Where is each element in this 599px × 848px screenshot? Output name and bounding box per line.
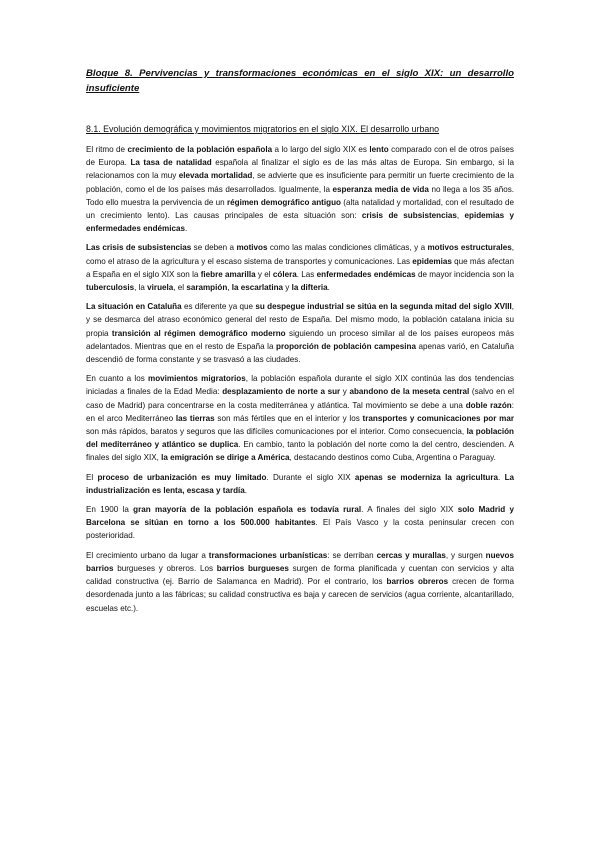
text-run: , el [173,283,187,293]
text-run: surgen de forma planificada y cuentan con servicios y alta calidad constructiva (ej. Barrio de Salamanca en Madrid). Por el contrario, los [86,563,514,587]
bold-text: epidemias y enfermedades endémicas [86,211,514,234]
text-run: que más afectan a España en el siglo XIX son la [86,256,514,279]
bold-text: desplazamiento de norte a sur [222,387,341,397]
text-run: , la [134,283,148,293]
text-run: . En cambio, tanto la población del norte como la del centro, descienden. A finales del siglo XIX, [86,440,514,463]
bold-text: cercas y murallas [376,550,446,560]
text-run: , destacando destinos como Cuba, Argentina o Paraguay. [289,453,496,463]
text-run: . [498,472,505,482]
text-run: , y se desmarca del atraso económico general del resto de España. Del mismo modo, la población catalana inicia su propia [86,302,515,338]
text-run: . [184,224,188,234]
text-run: : en el arco Mediterráneo [86,400,514,423]
bold-text: tuberculosis [86,283,135,293]
text-run: , [227,283,232,293]
bold-text: la emigración se dirige a América [161,453,290,463]
text-run: apenas varió, en Cataluña descendió de forma constante y se trasvasó a las ciudades. [86,341,514,365]
bold-text: solo Madrid y Barcelona se sitúan en torno a los 500.000 habitantes [86,505,515,528]
document-title: Bloque 8. Pervivencias y transformaciones económicas en el siglo XIX: un desarrollo insuficiente [86,68,514,94]
text-run: : se derriban [327,550,377,560]
bold-text: motivos estructurales [427,243,512,253]
paragraph [86,549,514,615]
bold-text: transportes y comunicaciones por mar [362,413,514,423]
bold-text: barrios obreros [386,577,449,587]
body-text [86,143,514,615]
text-run: como las malas condiciones climáticas, y a [267,243,428,253]
text-run: , [456,211,465,221]
text-run: . [327,283,330,293]
bold-text: crecimiento de la población española [127,145,273,154]
text-run: El [86,472,98,482]
text-run: . Las [296,269,317,279]
paragraph [86,300,514,366]
text-run: En cuanto a los [86,374,149,384]
bold-text: fiebre amarilla [200,269,256,279]
text-run: , la población española durante el siglo XIX continúa las dos tendencias iniciadas a finales de la Edad Media: [86,374,514,397]
text-run: son más rápidos, baratos y seguros que las difíciles comunicaciones por el interior. Como consecuencia, [86,427,467,437]
bold-text: movimientos migratorios [148,374,246,384]
bold-text: la difteria [291,283,328,293]
bold-text: Las crisis de subsistencias [86,243,192,253]
paragraph [86,143,514,235]
bold-text: sarampión [186,283,228,293]
text-run: El ritmo de [86,145,128,154]
text-run: española al finalizar el siglo es de las más altas de Europa. Sin embargo, si la relacionamos con la muy [86,158,514,181]
bold-text: epidemias [412,256,452,266]
text-run: no llega a los 35 años. Todo ello muestra la pervivencia de un [86,184,515,207]
text-run: siguiendo un proceso similar al de los países europeos más adelantados. Mientras que en el resto de España la [86,328,514,351]
text-run: En 1900 la [86,505,134,515]
bold-text: viruela [147,283,174,293]
bold-text: cólera [272,269,297,279]
paragraph [86,471,514,497]
text-run: de mayor incidencia son la [415,269,514,279]
paragraph [86,241,514,294]
bold-text: esperanza media de vida [332,184,429,194]
bold-text: transición al régimen demográfico moderno [111,328,286,338]
text-run: se deben a [191,243,237,253]
bold-text: proporción de población campesina [276,341,416,351]
text-run: comparado con el de otros países de Europa. [86,145,514,168]
text-run: burgueses y obreros. Los [113,563,217,573]
bold-text: la escarlatina [231,283,284,293]
text-run: son más fértiles que en el interior y los [214,413,363,423]
paragraph [86,372,514,464]
text-run: a lo largo del siglo XIX es [272,145,370,154]
text-run: . [244,485,248,495]
text-run: , como el atraso de la agricultura y el escaso sistema de transportes y comunicaciones. Las [86,243,514,266]
text-run: crecen de forma desordenada junto a las fábricas; su calidad constructiva es baja y carecen de servicios (agua corriente, alcantarillado, escuelas etc.). [86,577,515,613]
bold-text: proceso de urbanización es muy limitado [97,472,267,482]
paragraph [86,503,514,543]
bold-text: doble razón [465,400,512,410]
bold-text: barrios burgueses [216,563,289,573]
bold-text: motivos [236,243,268,253]
bold-text: crisis de subsistencias [361,211,457,221]
text-run: y [283,283,292,293]
bold-text: nuevos barrios [86,550,514,573]
bold-text: lento [369,145,389,154]
section-heading: 8.1. Evolución demográfica y movimientos migratorios en el siglo XIX. El desarrollo urbano [86,124,440,134]
bold-text: transformaciones urbanísticas [208,550,328,560]
bold-text: apenas se moderniza la agricultura [354,472,499,482]
text-run: y el [255,269,273,279]
text-run: , y surgen [445,550,486,560]
text-run: y [340,387,350,397]
document-page [86,66,514,621]
text-run: . A finales del siglo XIX [361,505,458,515]
text-run: . El País Vasco y la costa peninsular crecen con posterioridad. [86,518,515,541]
bold-text: su despegue industrial se sitúa en la segunda mitad del siglo XVIII [255,302,512,312]
bold-text: las tierras [175,413,215,423]
text-run: es diferente ya que [181,302,256,312]
text-run: (alta natalidad y mortalidad, con el resultado de un crecimiento lento). Las causas principales de esta situación son: [86,197,515,221]
bold-text: abandono de la meseta central [349,387,470,397]
bold-text: la población del mediterráneo y atlántico se duplica [86,427,514,450]
bold-text: La industrialización es lenta, escasa y tardía [86,472,515,495]
bold-text: régimen demográfico antiguo [227,197,341,207]
bold-text: elevada mortalidad [178,171,253,181]
text-run: (salvo en el caso de Madrid) para concentrarse en la costa mediterránea y atlántica. Tal movimiento se debe a una [86,387,515,410]
text-run: , se advierte que es insuficiente para permitir un fuerte crecimiento de la población, como el de los países más desarrollados. Igualmente, la [86,171,514,194]
text-run: El crecimiento urbano da lugar a [86,550,209,560]
bold-text: La situación en Cataluña [86,302,182,312]
text-run: . Durante el siglo XIX [266,472,355,482]
bold-text: gran mayoría de la población española es todavía rural [133,505,362,515]
bold-text: La tasa de natalidad [130,158,212,168]
bold-text: enfermedades endémicas [316,269,416,279]
